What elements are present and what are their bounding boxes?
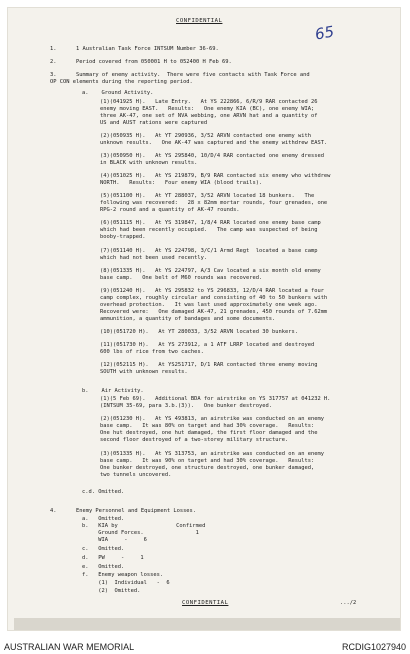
body-line: (1)(041925 H). Late Entry. At YS 222866, 6/R/9 RAR contacted 26 [100, 99, 318, 105]
body-line: ammunition, a quantity of bandages and some documents. [100, 316, 276, 322]
classification-footer: CONFIDENTIAL [182, 600, 229, 606]
body-line: camp complex, roughly circular and consisting of 40 to 50 bunkers with [100, 295, 328, 301]
body-line: (10)(051720 H). At YT 280033, 3/52 ARVN located 30 bunkers. [100, 329, 298, 335]
body-line: base camp. One belt of M60 rounds was recovered. [100, 275, 263, 281]
body-line: (2)(050935 H). At YT 290936, 3/52 ARVN contacted one enemy with [100, 133, 311, 139]
body-line: One bunker destroyed, one structure destroyed, one bunker damaged, [100, 465, 315, 471]
body-line: SOUTH with unknown results. [100, 369, 188, 375]
body-line: a. Ground Activity. [82, 90, 154, 96]
body-line: (7)(051140 H). At YS 224798, 3/C/1 Armd Regt located a base camp [100, 248, 318, 254]
body-line: (3)(051335 H). At YS 313753, an airstrike was conducted on an enemy [100, 451, 324, 457]
body-line: (12)(052115 H). At YS251717, D/1 RAR contacted three enemy moving [100, 362, 318, 368]
body-line: (1)(5 Feb 69). Additional BDA for airstrike on YS 317757 at 041232 H. [100, 396, 331, 402]
body-line: Ground Forces. 1 [82, 530, 199, 536]
body-line: (5)(051100 H). At YT 288037, 3/52 ARVN located 18 bunkers. The [100, 193, 315, 199]
archive-name: AUSTRALIAN WAR MEMORIAL [4, 642, 135, 652]
body-line: a. Omitted. [82, 516, 125, 522]
body-line: US and AUST rations were captured [100, 120, 208, 126]
body-line: b. KIA by Confirmed [82, 523, 206, 529]
body-line: 2. Period covered from 050001 H to 052400 H Feb 69. [50, 59, 232, 65]
body-line: base camp. It was 90% on target and had 30% coverage. Results: [100, 458, 315, 464]
handwritten-folio-number: 65 [313, 22, 336, 44]
page-shadow [14, 618, 400, 630]
body-line: booby-trapped. [100, 234, 146, 240]
body-line: RPG-2 round and a quantity of AK-47 rounds. [100, 207, 240, 213]
body-line: b. Air Activity. [82, 388, 144, 394]
classification-header: CONFIDENTIAL [176, 18, 223, 24]
body-line: 3. Summary of enemy activity. There were five contacts with Task Force and [50, 72, 310, 78]
body-line: which had been recently occupied. The camp was suspected of being [100, 227, 318, 233]
body-line: c.d. Omitted. [82, 489, 125, 495]
continuation-marker: .../2 [340, 600, 357, 606]
body-line: enemy moving EAST. Results: One enemy KIA (BC), one enemy WIA; [100, 106, 315, 112]
body-line: (3)(050950 H). At YS 295840, 10/D/4 RAR contacted one enemy dressed [100, 153, 324, 159]
record-id: RCDIG1027940 [341, 642, 406, 652]
body-line: c. Omitted. [82, 546, 125, 552]
body-line: e. Omitted. [82, 564, 125, 570]
body-line: which had not been used recently. [100, 255, 208, 261]
body-line: in BLACK with unknown results. [100, 160, 198, 166]
body-line: 4. Enemy Personnel and Equipment Losses. [50, 508, 197, 514]
body-line: three AK-47, one set of NVA webbing, one ARVN hat and a quantity of [100, 113, 318, 119]
body-line: NORTH. Results: Four enemy WIA (blood trails). [100, 180, 263, 186]
body-line: (1) Individual - 6 [82, 580, 170, 586]
body-line: WIA - 6 [82, 537, 147, 543]
body-line: (11)(051730 H). At YS 273912, a 1 ATF LRRP located and destroyed [100, 342, 315, 348]
body-line: f. Enemy weapon losses. [82, 572, 164, 578]
body-line: base camp. It was 80% on target and had 30% coverage. Results: [100, 423, 315, 429]
body-line: OP CON elements during the reporting period. [50, 79, 193, 85]
body-line: (6)(051115 H). At YS 319847, 1/8/4 RAR located one enemy base camp [100, 220, 321, 226]
body-line: unknown results. One AK-47 was captured and the enemy withdrew EAST. [100, 140, 328, 146]
body-line: (2) Omitted. [82, 588, 141, 594]
body-line: (8)(051335 H). At YS 224797, A/3 Cav located a six month old enemy [100, 268, 321, 274]
body-line: One hut destroyed, one hut damaged, the first floor damaged and the [100, 430, 318, 436]
body-line: d. PW - 1 [82, 555, 144, 561]
body-line: (2)(051230 H). At YS 493813, an airstrike was conducted on an enemy [100, 416, 324, 422]
body-line: overhead protection. It was last used approximately one week ago. [100, 302, 318, 308]
body-line: Recovered were: One damaged AK-47, 21 grenades, 450 rounds of 7.62mm [100, 309, 328, 315]
body-line: (9)(051240 H). At YS 295832 to YS 296833, 12/D/4 RAR located a four [100, 288, 324, 294]
body-line: (4)(051025 H). At YS 219879, B/9 RAR contacted six enemy who withdrew [100, 173, 331, 179]
body-line: following was recovered: 28 x 82mm mortar rounds, four grenades, one [100, 200, 328, 206]
body-line: two tunnels uncovered. [100, 472, 172, 478]
body-line: second floor destroyed of a two-storey military structure. [100, 437, 289, 443]
body-line: (INTSUM 35-69, para 3.b.(3)). One bunker destroyed. [100, 403, 273, 409]
body-line: 600 lbs of rice from two caches. [100, 349, 204, 355]
body-line: 1. 1 Australian Task Force INTSUM Number 36-69. [50, 46, 219, 52]
